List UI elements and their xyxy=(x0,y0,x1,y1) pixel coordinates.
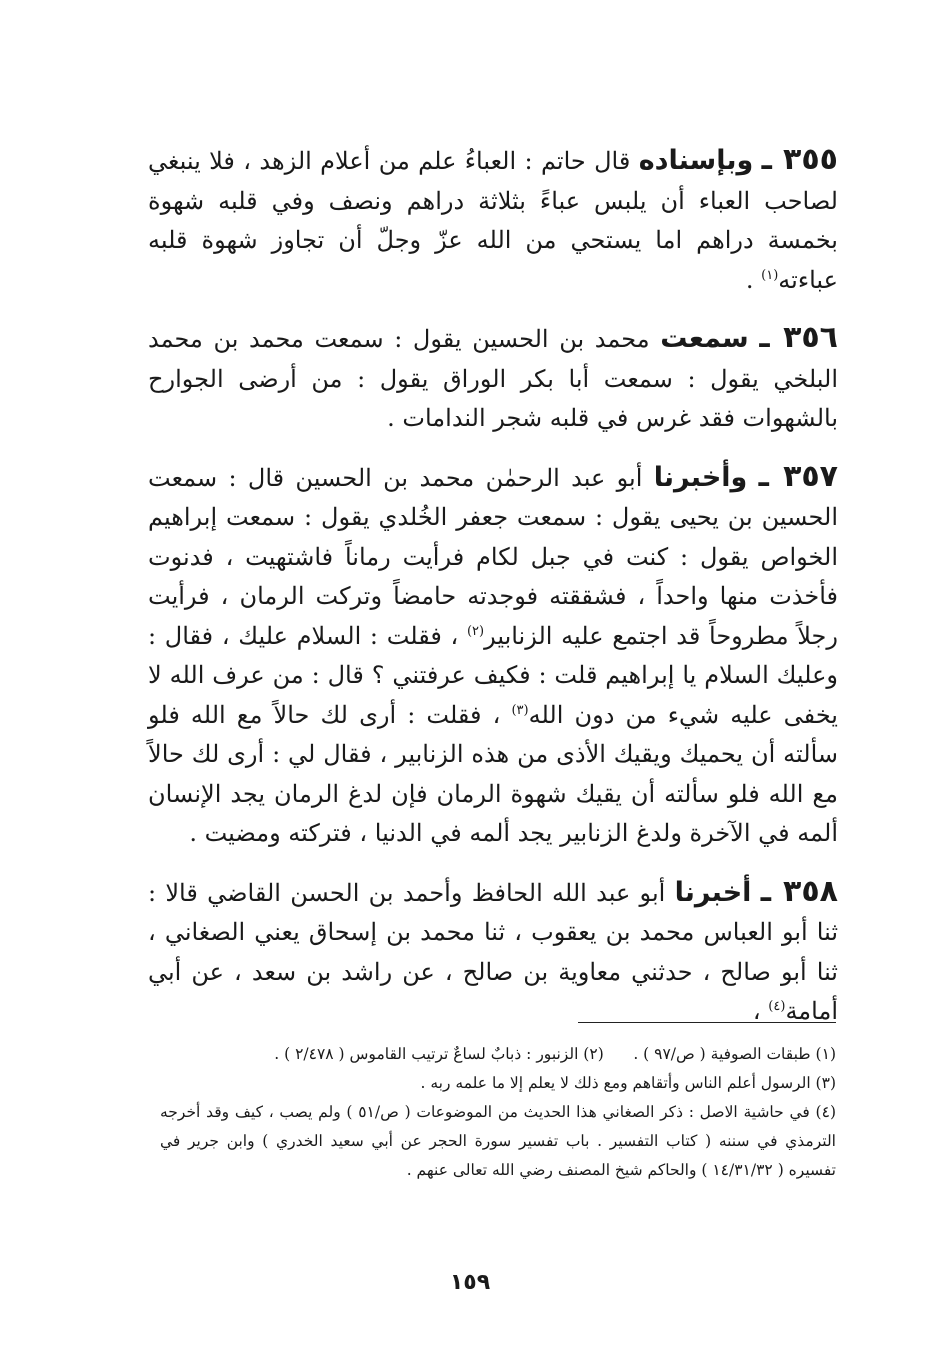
entry-lead-word: وأخبرنا xyxy=(653,461,748,493)
entry-lead-word: أخبرنا xyxy=(674,876,752,908)
footnote-marker: (٤) xyxy=(768,999,786,1014)
entry-356 xyxy=(148,318,838,439)
entry-355 xyxy=(148,140,838,300)
footnote-1: (١) طبقات الصوفية ( ص/٩٧ ) . xyxy=(633,1045,836,1063)
entry-body: ، فقلت : أرى لك حالاً مع الله فلو سألته أن يحميك ويقيك الأذى من هذه الزنابير ، فقال لي : أرى لك حالاً مع الله فلو سألته أن يقيك شهوة الرمان فإن لدغ الرمان يجد الإنسان ألمه في الآخرة ولدغ الزنابير يجد ألمه في الدنيا ، فتركته ومضيت . xyxy=(148,700,838,847)
entry-lead-word: سمعت xyxy=(660,323,749,354)
footnote-3: (٣) الرسول أعلم الناس وأتقاهم ومع ذلك لا يعلم إلا ما علمه ربه . xyxy=(420,1074,836,1092)
entry-number: ٣٥٨ ـ xyxy=(760,873,838,909)
entry-358 xyxy=(148,872,838,1032)
entry-tail: . xyxy=(745,265,762,294)
entry-tail: ، xyxy=(752,997,769,1025)
entry-number: ٣٥٥ ـ xyxy=(761,142,838,177)
footnote-separator xyxy=(578,1022,836,1023)
entry-body: أبو عبد الله الحافظ وأحمد بن الحسن القاضي قالا : ثنا أبو العباس محمد بن يعقوب ، ثنا محمد بن إسحاق يعني الصغاني ، ثنا أبو صالح ، حدثني معاوية بن صالح ، عن راشد بن سعد ، عن أبي أمامة xyxy=(148,878,838,1025)
entry-number: ٣٥٦ ـ xyxy=(759,320,838,355)
main-text xyxy=(148,140,838,1050)
entry-body: محمد بن الحسين يقول : سمعت محمد بن محمد البلخي يقول : سمعت أبا بكر الوراق يقول : من أرضى الجوارح بالشهوات فقد غرس في قلبه شجر الندامات . xyxy=(148,325,838,432)
footnote-2: (٢) الزنبور : ذبابٌ لساعٌ ترتيب القاموس ( ٢/٤٧٨ ) . xyxy=(274,1045,604,1063)
page-number: ١٥٩ xyxy=(449,1270,491,1295)
entry-number: ٣٥٧ ـ xyxy=(758,458,838,494)
entry-lead-word: وبإسناده xyxy=(638,145,754,176)
footnote-marker: (٢) xyxy=(466,623,485,639)
footnotes xyxy=(160,1040,836,1185)
entry-body: أبو عبد الرحمٰن محمد بن الحسين قال : سمعت الحسين بن يحيى يقول : سمعت جعفر الخُلدي يقول : سمعت إبراهيم الخواص يقول : كنت في جبل لكام فرأيت رماناً فاشتهيت ، فدنوت فأخذت منها واحداً ، فشققته فوجدته حامضاً وتركت الرمان ، فرأيت رجلاً مطروحاً قد اجتمع عليه الزنابير xyxy=(148,463,838,650)
footnote-4: (٤) في حاشية الاصل : ذكر الصغاني هذا الحديث من الموضوعات ( ص/٥١ ) ولم يصب ، كيف وقد أخرجه الترمذي في سننه ( كتاب التفسير . باب تفسير سورة الحجر عن أبي سعيد الخدري ) وابن جرير في تفسيره ( ١٤/٣١/٣٢ ) والحاكم شيخ المصنف رضي الله تعالى عنهم . xyxy=(160,1103,836,1179)
entry-357 xyxy=(148,457,838,854)
entry-body: ، فقلت : السلام عليك ، فقال : وعليك السلام يا إبراهيم قلت : فكيف عرفتني ؟ قال : من عرف الله لا يخفى عليه شيء من دون الله xyxy=(148,621,838,729)
footnote-marker: (٣) xyxy=(511,702,529,718)
entry-body: قال حاتم : العباءُ علم من أعلام الزهد ، فلا ينبغي لصاحب العباء أن يلبس عباءً بثلاثة دراهم ونصف وفي قلبه شهوة بخمسة دراهم اما يستحي من الله عزّ وجلّ أن تجاوز شهوة قلبه عباءته xyxy=(148,147,838,294)
footnote-marker: (١) xyxy=(761,267,779,283)
footnote-line xyxy=(160,1040,836,1069)
